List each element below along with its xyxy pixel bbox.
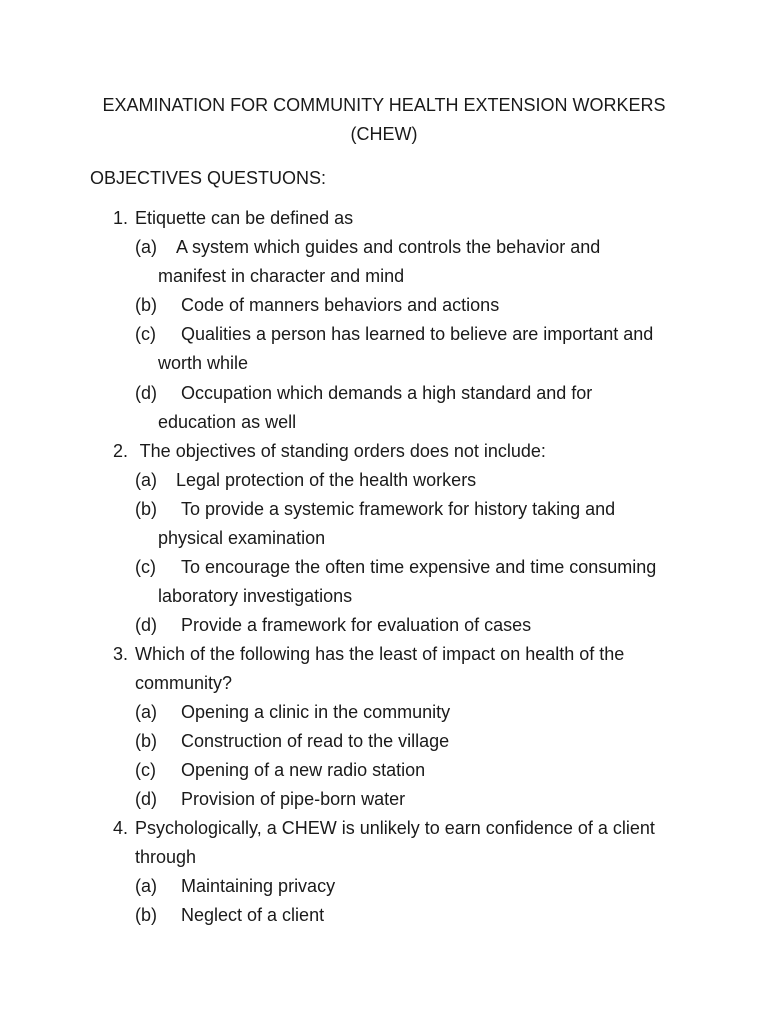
- question-text: The objectives of standing orders does not include:: [135, 441, 546, 461]
- question-text-continued: through: [135, 847, 197, 867]
- option-text: Maintaining privacy: [181, 876, 336, 896]
- question-number: 3.: [113, 644, 129, 664]
- option-letter: (a): [135, 876, 157, 896]
- option-letter: (a): [135, 702, 157, 722]
- option-text: To provide a systemic framework for history taking and: [181, 499, 616, 519]
- option-letter: (c): [135, 324, 156, 344]
- option-text: A system which guides and controls the behavior and: [176, 237, 601, 257]
- question-number: 2.: [113, 441, 129, 461]
- option-text: Legal protection of the health workers: [176, 470, 477, 490]
- question-text: Which of the following has the least of impact on health of the: [135, 644, 625, 664]
- document-title-line-2: (CHEW): [350, 124, 418, 144]
- option-letter: (a): [135, 237, 157, 257]
- option-text: To encourage the often time expensive and time consuming: [181, 557, 657, 577]
- option-letter: (c): [135, 760, 156, 780]
- document-title-line-1: EXAMINATION FOR COMMUNITY HEALTH EXTENSION WORKERS: [102, 95, 666, 115]
- option-letter: (c): [135, 557, 156, 577]
- option-letter: (d): [135, 383, 157, 403]
- option-text: Qualities a person has learned to believe are important and: [181, 324, 654, 344]
- question-text-continued: community?: [135, 673, 233, 693]
- option-letter: (b): [135, 731, 157, 751]
- option-letter: (b): [135, 905, 157, 925]
- option-text: Neglect of a client: [181, 905, 325, 925]
- question-text: Etiquette can be defined as: [135, 208, 354, 228]
- option-letter: (b): [135, 499, 157, 519]
- option-text-continued: laboratory investigations: [158, 586, 353, 606]
- question-number: 1.: [113, 208, 129, 228]
- option-letter: (b): [135, 295, 157, 315]
- option-text-continued: education as well: [158, 412, 297, 432]
- option-text-continued: manifest in character and mind: [158, 266, 405, 286]
- option-text-continued: worth while: [158, 353, 249, 373]
- option-text-continued: physical examination: [158, 528, 326, 548]
- option-text: Occupation which demands a high standard and for: [181, 383, 593, 403]
- question-number: 4.: [113, 818, 129, 838]
- option-text: Opening of a new radio station: [181, 760, 426, 780]
- question-text: Psychologically, a CHEW is unlikely to earn confidence of a client: [135, 818, 655, 838]
- option-text: Provide a framework for evaluation of cases: [181, 615, 532, 635]
- option-text: Code of manners behaviors and actions: [181, 295, 500, 315]
- option-text: Construction of read to the village: [181, 731, 450, 751]
- section-heading: OBJECTIVES QUESTUONS:: [90, 168, 327, 188]
- option-text: Opening a clinic in the community: [181, 702, 451, 722]
- option-letter: (a): [135, 470, 157, 490]
- option-letter: (d): [135, 789, 157, 809]
- option-letter: (d): [135, 615, 157, 635]
- option-text: Provision of pipe-born water: [181, 789, 406, 809]
